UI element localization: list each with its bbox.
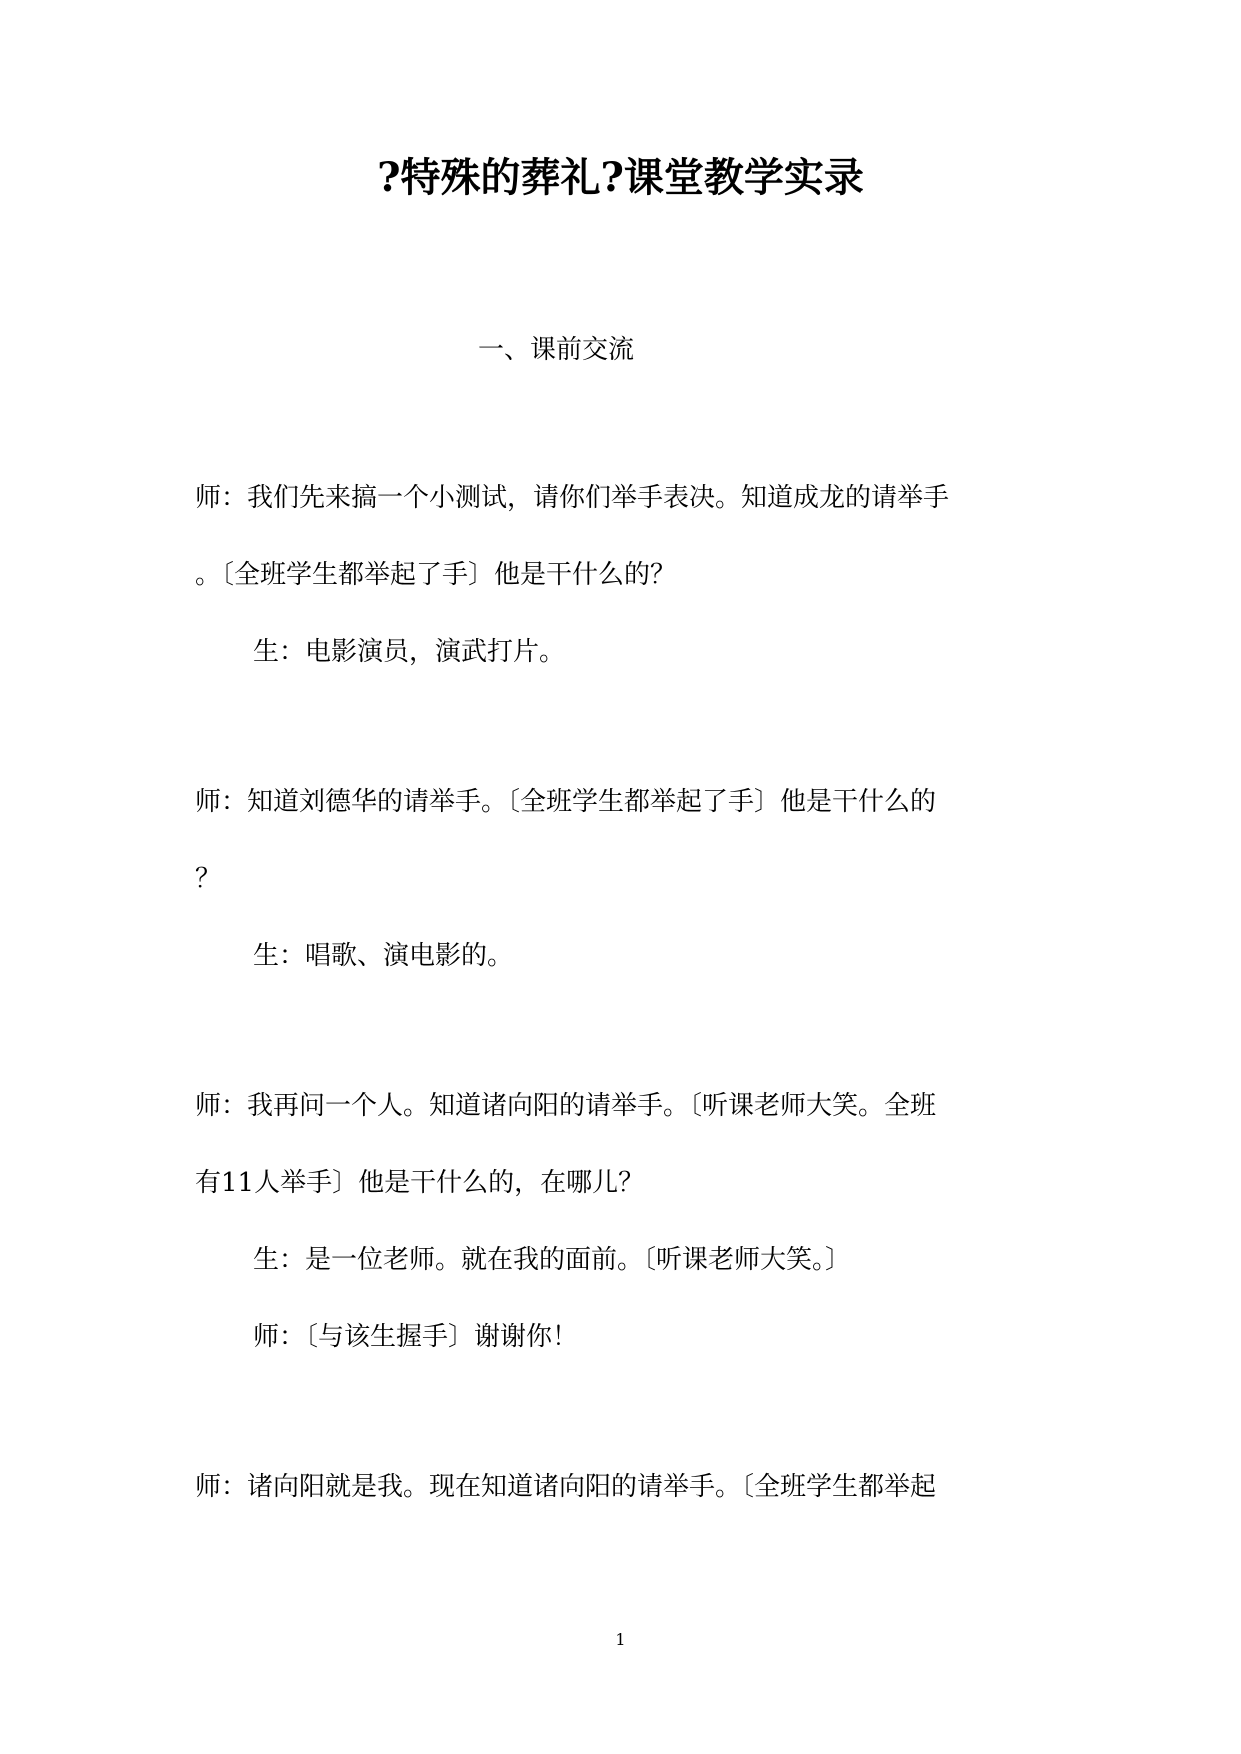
dialogue-line: 师：我们先来搞一个小测试，请你们举手表决。知道成龙的请举手 bbox=[195, 483, 950, 513]
dialogue-line: 师：诸向阳就是我。现在知道诸向阳的请举手。〔全班学生都举起 bbox=[195, 1472, 937, 1502]
dialogue-line: ？ bbox=[195, 864, 222, 894]
dialogue-line: 师：知道刘德华的请举手。〔全班学生都举起了手〕他是干什么的 bbox=[195, 787, 937, 817]
dialogue-line: 。〔全班学生都举起了手〕他是干什么的？ bbox=[195, 560, 677, 590]
dialogue-line: 有11人举手〕他是干什么的，在哪儿？ bbox=[195, 1168, 645, 1198]
page-number: 1 bbox=[615, 1630, 626, 1649]
section-heading: 一、课前交流 bbox=[478, 335, 635, 365]
dialogue-line: 生：是一位老师。就在我的面前。〔听课老师大笑。〕 bbox=[253, 1245, 852, 1275]
dialogue-line: 师：我再问一个人。知道诸向阳的请举手。〔听课老师大笑。全班 bbox=[195, 1091, 937, 1121]
dialogue-line: 生：唱歌、演电影的。 bbox=[253, 941, 514, 971]
dialogue-line: 生：电影演员，演武打片。 bbox=[253, 637, 566, 667]
dialogue-line: 师：〔与该生握手〕谢谢你！ bbox=[253, 1322, 579, 1352]
document-title: ?特殊的葬礼?课堂教学实录 bbox=[377, 154, 864, 201]
